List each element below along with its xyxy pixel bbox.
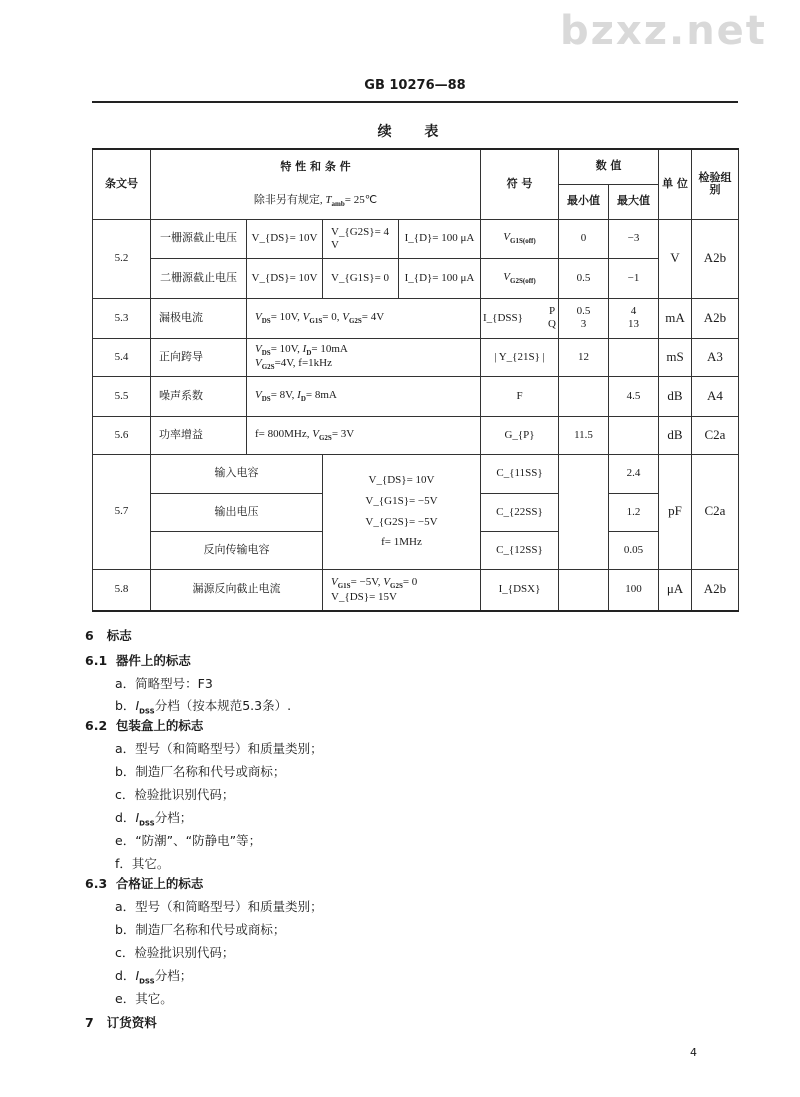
group: A2b [692,569,739,611]
condition-line: V_{G1S}= −5V [365,494,438,507]
header-group: 检验组别 [692,149,739,219]
char-name: 漏源反向截止电流 [151,569,323,611]
clause-cell: 5.7 [93,454,151,569]
list-item: d．$I_{DSS}$分档； [115,968,193,986]
condition: I_{D}= 100 μA [399,219,481,258]
list-item: a．简略型号：F3 [115,676,213,691]
list-item: c．检验批识别代码； [115,787,235,802]
header-rule [92,101,738,103]
list-item: a．型号（和简略型号）和质量类别； [115,741,323,756]
condition-line: $V_{DS}= 10V$, $I_D= 10mA$ [255,342,348,357]
section-6-3-heading [85,874,203,892]
min-value: 0.5 [559,258,609,298]
page-number: 4 [690,1046,697,1059]
unit: mA [659,298,692,338]
section-title: 标志 [106,628,132,643]
group: C2a [692,454,739,569]
min-value: 0 [559,219,609,258]
grade-p: P [548,305,556,318]
header-max: 最大值 [609,184,659,219]
header-characteristics: 特 性 和 条 件 [151,149,481,184]
header-clause: 条文号 [93,149,151,219]
table-row [93,258,739,298]
section-title: 器件上的标志 [115,653,191,668]
list-item: d．$I_{DSS}$分档； [115,810,193,828]
list-item: e．“防潮”、“防静电”等； [115,833,262,848]
table-row [93,338,739,376]
clause-cell: 5.2 [93,219,151,298]
characteristics-table [92,148,739,612]
header-min: 最小值 [559,184,609,219]
char-name: 输入电容 [151,454,323,493]
section-title: 包装盒上的标志 [115,718,204,733]
section-number: 6.2 [85,718,108,733]
section-6-1-heading [85,651,191,669]
max-value [609,338,659,376]
min-value [559,454,609,569]
list-item: c．检验批识别代码； [115,945,235,960]
min-value [559,569,609,611]
document-header: GB 10276—88 [364,78,466,93]
char-name: 一栅源截止电压 [151,219,247,258]
char-name: 正向跨导 [151,338,247,376]
list-item: b．制造厂名称和代号或商标； [115,922,286,937]
max-value: −3 [609,219,659,258]
table-row [93,454,739,493]
group: C2a [692,416,739,454]
symbol: C_{22SS} [481,493,559,531]
max-value: 0.05 [609,531,659,569]
clause-cell: 5.6 [93,416,151,454]
min-p: 0.5 [576,305,591,318]
group: A3 [692,338,739,376]
max-p: 4 [630,305,637,318]
condition: I_{D}= 100 μA [399,258,481,298]
header-value: 数 值 [559,149,659,184]
condition [247,338,481,376]
symbol: F [481,376,559,416]
watermark: bzxz.net [560,8,767,54]
header-conditions-note: 除非另有规定, $T_{amb}=$ 25℃ [151,184,481,219]
symbol: C_{11SS} [481,454,559,493]
condition-line: f= 1MHz [381,536,422,549]
char-name: 功率增益 [151,416,247,454]
table-row [93,219,739,258]
max-value: 100 [609,569,659,611]
condition-line: $V_{G2S}=4V$, f=1kHz [255,357,333,372]
condition [323,569,481,611]
table-row [93,376,739,416]
symbol: $V_{G1S(off)}$ [481,219,559,258]
condition: $V_{DS}= 10V$, $V_{G1S}= 0$, $V_{G2S}= 4V$ [247,298,481,338]
condition: V_{DS}= 10V [247,258,323,298]
condition-line: $V_{G1S}= -5V$, $V_{G2S}= 0$ [331,576,418,591]
condition: V_{G2S}= 4 V [323,219,399,258]
section-number: 7 [85,1015,94,1030]
unit: V [659,219,692,298]
header-unit: 单 位 [659,149,692,219]
min-value: 12 [559,338,609,376]
unit: μA [659,569,692,611]
list-item: b．制造厂名称和代号或商标； [115,764,286,779]
list-item: a．型号（和简略型号）和质量类别； [115,899,323,914]
max-q: 13 [628,318,639,330]
symbol-text: I_{DSS} [483,311,523,324]
section-number: 6.1 [85,653,108,668]
list-item: b．$I_{DSS}$分档（按本规范5.3条）. [115,698,292,716]
section-title: 合格证上的标志 [115,876,204,891]
section-6-2-heading [85,716,203,734]
group: A4 [692,376,739,416]
table-row [93,416,739,454]
symbol: | Y_{21S} | [481,338,559,376]
clause-cell: 5.3 [93,298,151,338]
condition-line: V_{G2S}= −5V [365,515,438,528]
symbol: G_{P} [481,416,559,454]
section-6-heading [85,626,132,644]
char-name: 漏极电流 [151,298,247,338]
max-value: 1.2 [609,493,659,531]
unit: mS [659,338,692,376]
table-row [93,569,739,611]
min-value [559,376,609,416]
section-title: 订货资料 [106,1015,157,1030]
unit: dB [659,376,692,416]
condition: V_{DS}= 10V [247,219,323,258]
condition: f= 800MHz, $V_{G2S}= 3V$ [247,416,481,454]
section-number: 6.3 [85,876,108,891]
max-value: 2.4 [609,454,659,493]
unit: dB [659,416,692,454]
section-number: 6 [85,628,94,643]
group: A2b [692,219,739,298]
char-name: 二栅源截止电压 [151,258,247,298]
min-value [559,298,609,338]
list-item: e．其它。 [115,991,173,1006]
symbol: I_{DSX} [481,569,559,611]
table-caption: 续 表 [377,124,453,140]
list-item: f．其它。 [115,856,170,871]
clause-cell: 5.8 [93,569,151,611]
max-value: 4.5 [609,376,659,416]
condition-line: V_{DS}= 15V [331,590,397,603]
clause-cell: 5.5 [93,376,151,416]
max-value [609,416,659,454]
min-q: 3 [580,318,587,330]
section-7-heading [85,1013,157,1031]
min-value: 11.5 [559,416,609,454]
clause-cell: 5.4 [93,338,151,376]
char-name: 反向传输电容 [151,531,323,569]
symbol: $V_{G2S(off)}$ [481,258,559,298]
header-symbol: 符 号 [481,149,559,219]
max-value: −1 [609,258,659,298]
condition: $V_{DS}= 8V$, $I_D= 8mA$ [247,376,481,416]
grade-q: Q [548,318,556,330]
char-name: 输出电压 [151,493,323,531]
condition-line: V_{DS}= 10V [368,473,435,486]
table-row [93,298,739,338]
unit: pF [659,454,692,569]
condition: V_{G1S}= 0 [323,258,399,298]
char-name: 噪声系数 [151,376,247,416]
max-value [609,298,659,338]
condition [323,454,481,569]
symbol [481,298,559,338]
group: A2b [692,298,739,338]
symbol: C_{12SS} [481,531,559,569]
